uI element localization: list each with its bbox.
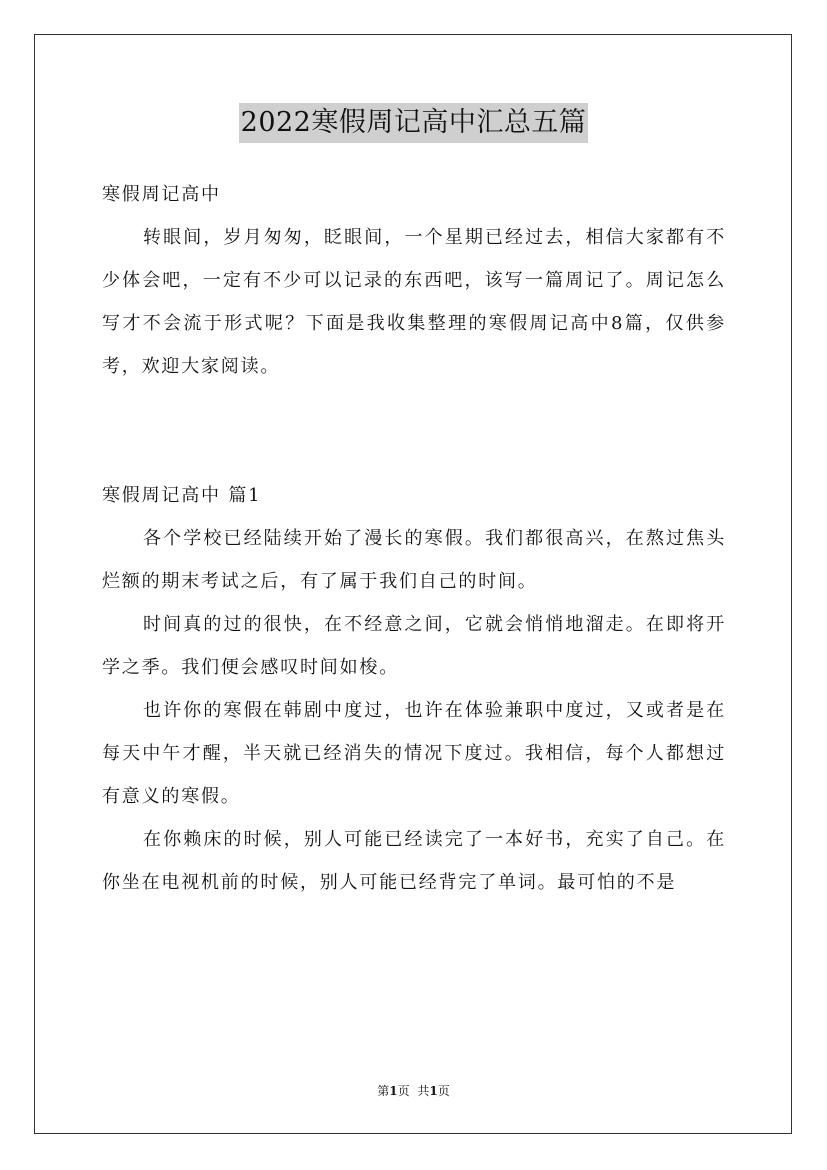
section-heading: 寒假周记高中 篇1 [102, 485, 262, 506]
document-body [102, 173, 726, 904]
page-footer [0, 1083, 827, 1099]
body-paragraph: 在你赖床的时候，别人可能已经读完了一本好书，充实了自己。在你坐在电视机前的时候，别人可能已经背完了单词。最可怕的不是 [102, 829, 726, 893]
intro-paragraph: 转眼间，岁月匆匆，眨眼间，一个星期已经过去，相信大家都有不少体会吧，一定有不少可以记录的东西吧，该写一篇周记了。周记怎么写才不会流于形式呢？下面是我收集整理的寒假周记高中8篇，仅供参考，欢迎大家阅读。 [102, 227, 726, 377]
page-number: 1 [389, 1084, 398, 1098]
intro-heading: 寒假周记高中 [102, 184, 221, 205]
page-prefix: 第 [377, 1084, 390, 1098]
body-paragraph: 时间真的过的很快，在不经意之间，它就会悄悄地溜走。在即将开学之季。我们便会感叹时间如梭。 [102, 614, 726, 678]
document-title: 2022寒假周记高中汇总五篇 [239, 103, 589, 143]
total-pages: 1 [429, 1084, 438, 1098]
total-prefix: 共 [417, 1084, 430, 1098]
title-container [0, 103, 827, 143]
body-paragraph: 也许你的寒假在韩剧中度过，也许在体验兼职中度过，又或者是在每天中午才醒，半天就已经消失的情况下度过。我相信，每个人都想过有意义的寒假。 [102, 700, 726, 807]
body-paragraph: 各个学校已经陆续开始了漫长的寒假。我们都很高兴，在熬过焦头烂额的期末考试之后，有了属于我们自己的时间。 [102, 528, 726, 592]
total-suffix: 页 [437, 1084, 450, 1098]
page-suffix: 页 [397, 1084, 410, 1098]
